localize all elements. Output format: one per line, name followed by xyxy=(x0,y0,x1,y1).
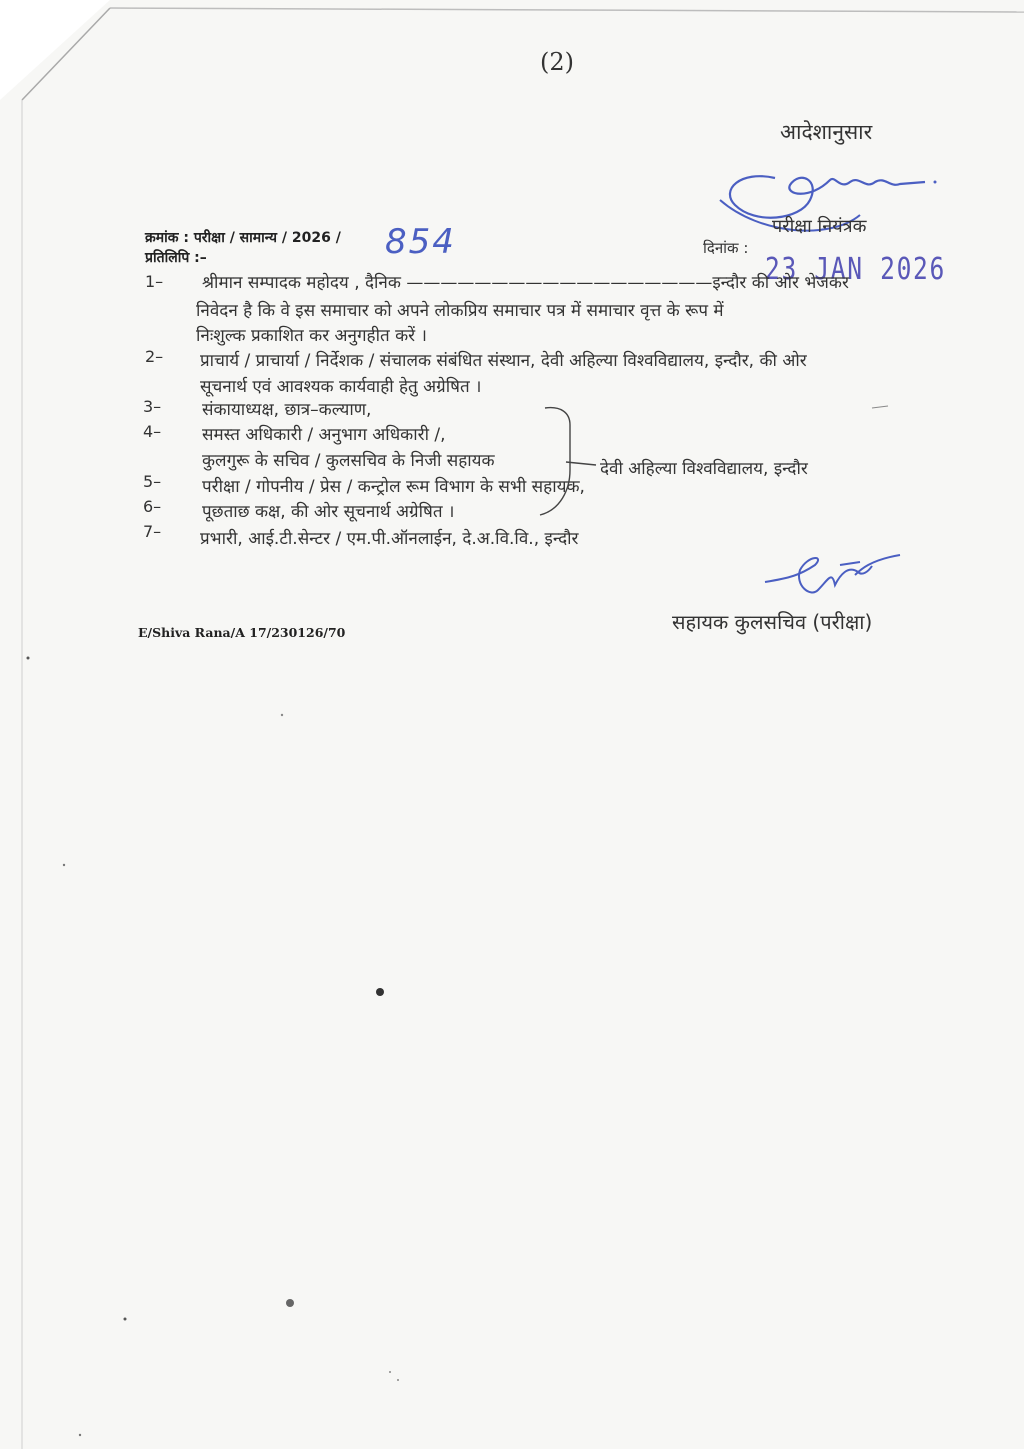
item-4-number: 4– xyxy=(143,422,162,441)
item-1-number: 1– xyxy=(145,272,164,291)
item-2-line-2: सूचनार्थ एवं आवश्यक कार्यवाही हेतु अग्रेषित । xyxy=(200,377,482,397)
item-2-line-1: प्राचार्य / प्राचार्या / निर्देशक / संचालक संबंधित संस्थान, देवी अहिल्या विश्वविद्यालय, इन्दौर, की ओर xyxy=(200,351,807,371)
signatory-bottom: सहायक कुलसचिव (परीक्षा) xyxy=(672,610,873,634)
item-7-number: 7– xyxy=(143,522,162,541)
item-1-line-3: निःशुल्क प्रकाशित कर अनुगहीत करें । xyxy=(196,326,427,346)
item-5-number: 5– xyxy=(143,472,162,491)
item-6-number: 6– xyxy=(143,497,162,516)
signatory-top-line1: आदेशानुसार xyxy=(780,120,873,144)
signatory-top-line2: परीक्षा नियंत्रक xyxy=(772,216,867,237)
item-1-line-2: निवेदन है कि वे इस समाचार को अपने लोकप्रिय समाचार पत्र में समाचार वृत्त के रूप में xyxy=(196,301,724,321)
item-4-line-2: कुलगुरू के सचिव / कुलसचिव के निजी सहायक xyxy=(202,451,495,471)
item-6-line-1: पूछताछ कक्ष, की ओर सूचनार्थ अग्रेषित । xyxy=(202,502,455,522)
item-7-line-1: प्रभारी, आई.टी.सेन्टर / एम.पी.ऑनलाईन, दे.अ.वि.वि., इन्दौर xyxy=(200,529,579,549)
page-number: (2) xyxy=(540,48,574,76)
item-3-number: 3– xyxy=(143,397,162,416)
item-1-line-1: श्रीमान सम्पादक महोदय , दैनिक ——————————————————इन्दौर की ओर भेजकर xyxy=(202,273,849,293)
item-3-line-1: संकायाध्यक्ष, छात्र–कल्याण, xyxy=(202,400,372,420)
item-4-line-1: समस्त अधिकारी / अनुभाग अधिकारी /, xyxy=(202,425,446,445)
date-label: दिनांक : xyxy=(703,239,749,257)
date-stamp: 23 JAN 2026 xyxy=(765,252,946,287)
reference-number-handwritten: 854 xyxy=(385,222,456,262)
reference-number-label: क्रमांक : परीक्षा / सामान्य / 2026 / xyxy=(145,230,341,246)
item-5-line-1: परीक्षा / गोपनीय / प्रेस / कन्ट्रोल रूम विभाग के सभी सहायक, xyxy=(202,477,585,497)
file-code: E/Shiva Rana/A 17/230126/70 xyxy=(138,625,346,640)
item-2-number: 2– xyxy=(145,347,164,366)
bracket-text: देवी अहिल्या विश्वविद्यालय, इन्दौर xyxy=(600,459,808,479)
copy-to-label: प्रतिलिपि :– xyxy=(145,250,207,266)
